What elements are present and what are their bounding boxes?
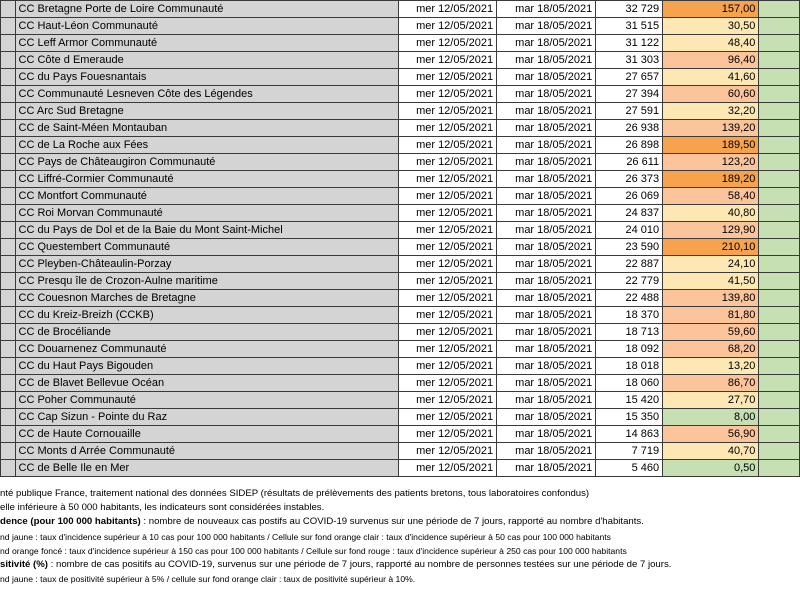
cell-positivity-rate[interactable] [759, 426, 800, 443]
cell-population[interactable]: 31 515 [596, 18, 663, 35]
table-body [1, 1, 800, 477]
cell-end-date[interactable]: mar 18/05/2021 [497, 307, 596, 324]
table-row [1, 239, 800, 256]
table-row [1, 324, 800, 341]
cell-start-date[interactable]: mer 12/05/2021 [398, 307, 496, 324]
cell-end-date[interactable]: mar 18/05/2021 [497, 341, 596, 358]
row-header-cell[interactable] [1, 154, 16, 171]
cell-population[interactable]: 24 837 [596, 205, 663, 222]
positivity-def-text: : nombre de cas positifs au COVID-19, survenus sur une période de 7 jours, rapporté au nombre de personnes testées sur une période de 7 jours. [47, 558, 672, 570]
cell-population[interactable]: 26 611 [596, 154, 663, 171]
cell-positivity-rate[interactable] [759, 1, 800, 18]
table-row [1, 290, 800, 307]
table-row [1, 460, 800, 477]
cell-positivity-rate[interactable] [759, 137, 800, 154]
cell-incidence-rate[interactable]: 30,50 [663, 18, 759, 35]
cell-population[interactable]: 22 779 [596, 273, 663, 290]
cell-epci-name[interactable]: CC Couesnon Marches de Bretagne [15, 290, 398, 307]
cell-population[interactable]: 18 092 [596, 341, 663, 358]
cell-incidence-rate[interactable]: 40,70 [663, 443, 759, 460]
cell-incidence-rate[interactable]: 139,80 [663, 290, 759, 307]
table-row [1, 256, 800, 273]
cell-end-date[interactable]: mar 18/05/2021 [497, 69, 596, 86]
cell-positivity-rate[interactable] [759, 392, 800, 409]
table-row [1, 52, 800, 69]
cell-start-date[interactable]: mer 12/05/2021 [398, 392, 496, 409]
cell-end-date[interactable]: mar 18/05/2021 [497, 239, 596, 256]
incidence-def-text: : nombre de nouveaux cas postifs au COVID-19 survenus sur une période de 7 jours, rapporté au nombre d'habitants. [140, 516, 644, 528]
cell-positivity-rate[interactable] [759, 69, 800, 86]
footnotes [0, 487, 800, 586]
cell-incidence-rate[interactable]: 96,40 [663, 52, 759, 69]
cell-incidence-rate[interactable]: 41,50 [663, 273, 759, 290]
cell-population[interactable]: 15 420 [596, 392, 663, 409]
cell-end-date[interactable]: mar 18/05/2021 [497, 103, 596, 120]
cell-start-date[interactable]: mer 12/05/2021 [398, 222, 496, 239]
cell-population[interactable]: 26 069 [596, 188, 663, 205]
table-row [1, 307, 800, 324]
table-row [1, 443, 800, 460]
cell-incidence-rate[interactable]: 24,10 [663, 256, 759, 273]
row-header-cell[interactable] [1, 69, 16, 86]
cell-end-date[interactable]: mar 18/05/2021 [497, 205, 596, 222]
cell-end-date[interactable]: mar 18/05/2021 [497, 120, 596, 137]
cell-end-date[interactable]: mar 18/05/2021 [497, 52, 596, 69]
cell-population[interactable]: 26 898 [596, 137, 663, 154]
cell-epci-name[interactable]: CC du Haut Pays Bigouden [15, 358, 398, 375]
row-header-cell[interactable] [1, 188, 16, 205]
cell-incidence-rate[interactable]: 123,20 [663, 154, 759, 171]
row-header-cell[interactable] [1, 460, 16, 477]
cell-end-date[interactable]: mar 18/05/2021 [497, 256, 596, 273]
row-header-cell[interactable] [1, 375, 16, 392]
cell-positivity-rate[interactable] [759, 409, 800, 426]
cell-start-date[interactable]: mer 12/05/2021 [398, 103, 496, 120]
row-header-cell[interactable] [1, 120, 16, 137]
cell-epci-name[interactable]: CC de Saint-Méen Montauban [15, 120, 398, 137]
cell-population[interactable]: 26 373 [596, 171, 663, 188]
cell-positivity-rate[interactable] [759, 205, 800, 222]
cell-start-date[interactable]: mer 12/05/2021 [398, 290, 496, 307]
cell-population[interactable]: 27 394 [596, 86, 663, 103]
cell-end-date[interactable]: mar 18/05/2021 [497, 1, 596, 18]
cell-start-date[interactable]: mer 12/05/2021 [398, 137, 496, 154]
cell-end-date[interactable]: mar 18/05/2021 [497, 375, 596, 392]
cell-population[interactable]: 5 460 [596, 460, 663, 477]
row-header-cell[interactable] [1, 35, 16, 52]
row-header-cell[interactable] [1, 392, 16, 409]
table-row [1, 358, 800, 375]
incidence-legend-1: nd jaune : taux d'incidence supérieur à 10 cas pour 100 000 habitants / Cellule sur fond orange clair : taux d'incidence supérieur à 50 cas pour 100 000 habitants [0, 531, 611, 542]
incidence-legend-2: nd orange foncé : taux d'incidence supérieur à 150 cas pour 100 000 habitants / Cellule sur fond rouge : taux d'incidence supérieur à 250 cas pour 100 000 habitants [0, 545, 627, 556]
cell-incidence-rate[interactable]: 81,80 [663, 307, 759, 324]
table-row [1, 86, 800, 103]
cell-incidence-rate[interactable]: 48,40 [663, 35, 759, 52]
cell-population[interactable]: 24 010 [596, 222, 663, 239]
row-header-cell[interactable] [1, 18, 16, 35]
cell-population[interactable]: 18 018 [596, 358, 663, 375]
cell-positivity-rate[interactable] [759, 103, 800, 120]
cell-incidence-rate[interactable]: 56,90 [663, 426, 759, 443]
cell-epci-name[interactable]: CC Montfort Communauté [15, 188, 398, 205]
cell-epci-name[interactable]: CC de Belle Ile en Mer [15, 460, 398, 477]
cell-positivity-rate[interactable] [759, 188, 800, 205]
cell-positivity-rate[interactable] [759, 256, 800, 273]
source-note: nté publique France, traitement national des données SIDEP (résultats de prélèvements des patients bretons, tous laboratoires confondus) [0, 488, 590, 499]
cell-positivity-rate[interactable] [759, 375, 800, 392]
row-header-cell[interactable] [1, 52, 16, 69]
cell-start-date[interactable]: mer 12/05/2021 [398, 426, 496, 443]
cell-start-date[interactable]: mer 12/05/2021 [398, 1, 496, 18]
table-row [1, 205, 800, 222]
row-header-cell[interactable] [1, 307, 16, 324]
table-row [1, 103, 800, 120]
table-row [1, 392, 800, 409]
cell-start-date[interactable]: mer 12/05/2021 [398, 239, 496, 256]
cell-positivity-rate[interactable] [759, 341, 800, 358]
cell-start-date[interactable]: mer 12/05/2021 [398, 205, 496, 222]
cell-epci-name[interactable]: CC Presqu île de Crozon-Aulne maritime [15, 273, 398, 290]
cell-start-date[interactable]: mer 12/05/2021 [398, 273, 496, 290]
cell-positivity-rate[interactable] [759, 222, 800, 239]
cell-end-date[interactable]: mar 18/05/2021 [497, 188, 596, 205]
cell-start-date[interactable]: mer 12/05/2021 [398, 375, 496, 392]
cell-epci-name[interactable]: CC du Pays Fouesnantais [15, 69, 398, 86]
positivity-definition [0, 558, 800, 572]
cell-end-date[interactable]: mar 18/05/2021 [497, 460, 596, 477]
cell-end-date[interactable]: mar 18/05/2021 [497, 18, 596, 35]
cell-population[interactable]: 27 657 [596, 69, 663, 86]
cell-end-date[interactable]: mar 18/05/2021 [497, 171, 596, 188]
cell-epci-name[interactable]: CC de Brocéliande [15, 324, 398, 341]
cell-start-date[interactable]: mer 12/05/2021 [398, 341, 496, 358]
cell-start-date[interactable]: mer 12/05/2021 [398, 18, 496, 35]
cell-end-date[interactable]: mar 18/05/2021 [497, 137, 596, 154]
cell-epci-name[interactable]: CC de Haute Cornouaille [15, 426, 398, 443]
cell-start-date[interactable]: mer 12/05/2021 [398, 324, 496, 341]
cell-population[interactable]: 31 303 [596, 52, 663, 69]
cell-epci-name[interactable]: CC Leff Armor Communauté [15, 35, 398, 52]
table-row [1, 35, 800, 52]
row-header-cell[interactable] [1, 171, 16, 188]
cell-end-date[interactable]: mar 18/05/2021 [497, 222, 596, 239]
row-header-cell[interactable] [1, 341, 16, 358]
cell-incidence-rate[interactable]: 27,70 [663, 392, 759, 409]
cell-start-date[interactable]: mer 12/05/2021 [398, 154, 496, 171]
cell-epci-name[interactable]: CC Cap Sizun - Pointe du Raz [15, 409, 398, 426]
cell-epci-name[interactable]: CC Douarnenez Communauté [15, 341, 398, 358]
cell-population[interactable]: 26 938 [596, 120, 663, 137]
cell-end-date[interactable]: mar 18/05/2021 [497, 443, 596, 460]
table-row [1, 188, 800, 205]
cell-start-date[interactable]: mer 12/05/2021 [398, 188, 496, 205]
cell-incidence-rate[interactable]: 0,50 [663, 460, 759, 477]
population-note: elle inférieure à 50 000 habitants, les indicateurs sont considérées instables. [0, 502, 325, 514]
cell-epci-name[interactable]: CC Roi Morvan Communauté [15, 205, 398, 222]
cell-population[interactable]: 23 590 [596, 239, 663, 256]
cell-population[interactable]: 27 591 [596, 103, 663, 120]
row-header-cell[interactable] [1, 103, 16, 120]
cell-epci-name[interactable]: CC du Pays de Dol et de la Baie du Mont Saint-Michel [15, 222, 398, 239]
row-header-cell[interactable] [1, 273, 16, 290]
row-header-cell[interactable] [1, 443, 16, 460]
table-row [1, 69, 800, 86]
cell-incidence-rate[interactable]: 157,00 [663, 1, 759, 18]
cell-population[interactable]: 31 122 [596, 35, 663, 52]
cell-end-date[interactable]: mar 18/05/2021 [497, 392, 596, 409]
cell-positivity-rate[interactable] [759, 460, 800, 477]
row-header-cell[interactable] [1, 86, 16, 103]
cell-end-date[interactable]: mar 18/05/2021 [497, 273, 596, 290]
row-header-cell[interactable] [1, 222, 16, 239]
cell-population[interactable]: 15 350 [596, 409, 663, 426]
cell-start-date[interactable]: mer 12/05/2021 [398, 120, 496, 137]
cell-positivity-rate[interactable] [759, 18, 800, 35]
cell-start-date[interactable]: mer 12/05/2021 [398, 171, 496, 188]
row-header-cell[interactable] [1, 358, 16, 375]
cell-incidence-rate[interactable]: 189,20 [663, 171, 759, 188]
row-header-cell[interactable] [1, 409, 16, 426]
cell-population[interactable]: 18 060 [596, 375, 663, 392]
cell-end-date[interactable]: mar 18/05/2021 [497, 290, 596, 307]
cell-positivity-rate[interactable] [759, 273, 800, 290]
table-row [1, 18, 800, 35]
cell-positivity-rate[interactable] [759, 171, 800, 188]
cell-epci-name[interactable]: CC Pleyben-Châteaulin-Porzay [15, 256, 398, 273]
cell-population[interactable]: 18 370 [596, 307, 663, 324]
cell-positivity-rate[interactable] [759, 324, 800, 341]
table-row [1, 273, 800, 290]
cell-incidence-rate[interactable]: 86,70 [663, 375, 759, 392]
cell-positivity-rate[interactable] [759, 154, 800, 171]
row-header-cell[interactable] [1, 205, 16, 222]
cell-start-date[interactable]: mer 12/05/2021 [398, 35, 496, 52]
cell-start-date[interactable]: mer 12/05/2021 [398, 86, 496, 103]
cell-incidence-rate[interactable]: 60,60 [663, 86, 759, 103]
cell-epci-name[interactable]: CC Poher Communauté [15, 392, 398, 409]
cell-population[interactable]: 22 887 [596, 256, 663, 273]
cell-population[interactable]: 18 713 [596, 324, 663, 341]
cell-incidence-rate[interactable]: 58,40 [663, 188, 759, 205]
cell-positivity-rate[interactable] [759, 86, 800, 103]
incidence-title: dence (pour 100 000 habitants) [0, 516, 141, 528]
cell-positivity-rate[interactable] [759, 358, 800, 375]
row-header-cell[interactable] [1, 256, 16, 273]
cell-end-date[interactable]: mar 18/05/2021 [497, 35, 596, 52]
row-header-cell[interactable] [1, 426, 16, 443]
cell-population[interactable]: 14 863 [596, 426, 663, 443]
cell-epci-name[interactable]: CC Questembert Communauté [15, 239, 398, 256]
cell-incidence-rate[interactable]: 189,50 [663, 137, 759, 154]
cell-epci-name[interactable]: CC de Blavet Bellevue Océan [15, 375, 398, 392]
row-header-cell[interactable] [1, 290, 16, 307]
cell-incidence-rate[interactable]: 139,20 [663, 120, 759, 137]
cell-start-date[interactable]: mer 12/05/2021 [398, 358, 496, 375]
cell-population[interactable]: 32 729 [596, 1, 663, 18]
cell-end-date[interactable]: mar 18/05/2021 [497, 86, 596, 103]
table-row [1, 222, 800, 239]
cell-positivity-rate[interactable] [759, 120, 800, 137]
table-row [1, 137, 800, 154]
cell-incidence-rate[interactable]: 129,90 [663, 222, 759, 239]
cell-incidence-rate[interactable]: 210,10 [663, 239, 759, 256]
table-row [1, 120, 800, 137]
cell-positivity-rate[interactable] [759, 290, 800, 307]
cell-positivity-rate[interactable] [759, 239, 800, 256]
cell-incidence-rate[interactable]: 8,00 [663, 409, 759, 426]
cell-positivity-rate[interactable] [759, 35, 800, 52]
table-row [1, 426, 800, 443]
table-row [1, 1, 800, 18]
cell-epci-name[interactable]: CC du Kreiz-Breizh (CCKB) [15, 307, 398, 324]
cell-positivity-rate[interactable] [759, 52, 800, 69]
table-row [1, 409, 800, 426]
cell-start-date[interactable]: mer 12/05/2021 [398, 443, 496, 460]
positivity-title: sitivité (%) [0, 558, 48, 570]
positivity-legend: nd jaune : taux de positivité supérieur à 5% / cellule sur fond orange clair : taux de positivité supérieur à 10%. [0, 574, 416, 585]
cell-end-date[interactable]: mar 18/05/2021 [497, 358, 596, 375]
cell-epci-name[interactable]: CC Arc Sud Bretagne [15, 103, 398, 120]
cell-start-date[interactable]: mer 12/05/2021 [398, 69, 496, 86]
row-header-cell[interactable] [1, 1, 16, 18]
cell-incidence-rate[interactable]: 68,20 [663, 341, 759, 358]
row-header-cell[interactable] [1, 239, 16, 256]
cell-start-date[interactable]: mer 12/05/2021 [398, 460, 496, 477]
cell-epci-name[interactable]: CC Bretagne Porte de Loire Communauté [15, 1, 398, 18]
cell-epci-name[interactable]: CC Côte d Emeraude [15, 52, 398, 69]
cell-incidence-rate[interactable]: 40,80 [663, 205, 759, 222]
cell-positivity-rate[interactable] [759, 443, 800, 460]
cell-end-date[interactable]: mar 18/05/2021 [497, 324, 596, 341]
row-header-cell[interactable] [1, 137, 16, 154]
cell-incidence-rate[interactable]: 13,20 [663, 358, 759, 375]
cell-epci-name[interactable]: CC de La Roche aux Fées [15, 137, 398, 154]
table-row [1, 171, 800, 188]
cell-end-date[interactable]: mar 18/05/2021 [497, 426, 596, 443]
cell-start-date[interactable]: mer 12/05/2021 [398, 409, 496, 426]
cell-end-date[interactable]: mar 18/05/2021 [497, 409, 596, 426]
cell-epci-name[interactable]: CC Liffré-Cormier Communauté [15, 171, 398, 188]
cell-end-date[interactable]: mar 18/05/2021 [497, 154, 596, 171]
cell-epci-name[interactable]: CC Communauté Lesneven Côte des Légendes [15, 86, 398, 103]
cell-incidence-rate[interactable]: 41,60 [663, 69, 759, 86]
cell-incidence-rate[interactable]: 59,60 [663, 324, 759, 341]
cell-start-date[interactable]: mer 12/05/2021 [398, 52, 496, 69]
table-row [1, 154, 800, 171]
cell-epci-name[interactable]: CC Monts d Arrée Communauté [15, 443, 398, 460]
incidence-definition [0, 515, 800, 529]
cell-epci-name[interactable]: CC Pays de Châteaugiron Communauté [15, 154, 398, 171]
table-row [1, 375, 800, 392]
table-row [1, 341, 800, 358]
cell-epci-name[interactable]: CC Haut-Léon Communauté [15, 18, 398, 35]
cell-start-date[interactable]: mer 12/05/2021 [398, 256, 496, 273]
cell-positivity-rate[interactable] [759, 307, 800, 324]
row-header-cell[interactable] [1, 324, 16, 341]
cell-population[interactable]: 22 488 [596, 290, 663, 307]
cell-population[interactable]: 7 719 [596, 443, 663, 460]
cell-incidence-rate[interactable]: 32,20 [663, 103, 759, 120]
